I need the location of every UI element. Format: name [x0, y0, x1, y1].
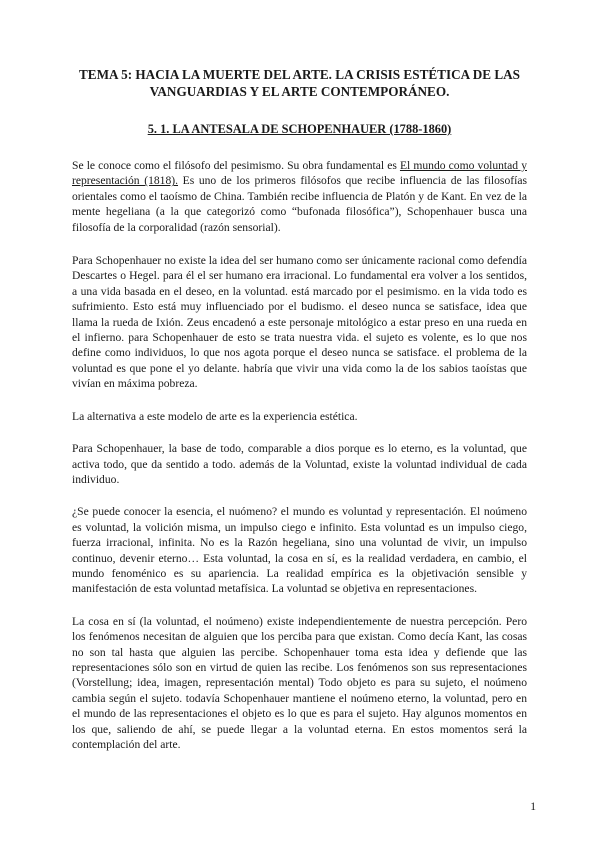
document-title: TEMA 5: HACIA LA MUERTE DEL ARTE. LA CRISIS ESTÉTICA DE LAS VANGUARDIAS Y EL ARTE CONTEMPORÁNEO.	[79, 67, 520, 99]
work-title-underlined: El mundo como voluntad y representación (1818).	[72, 159, 527, 188]
paragraph-will: Para Schopenhauer, la base de todo, comparable a dios porque es lo eterno, es la voluntad, que activa todo, que da sentido a todo. además de la Voluntad, existe la voluntad individual de cada individuo.	[72, 442, 527, 486]
paragraph-intro-text-end: Es uno de los primeros filósofos que recibe influencia de las filosofías orientales como el taoísmo de China. También recibe influencia de Platón y de Kant. En vez de la mente hegeliana (a la que categorizó como “bufonada filosófica”), Schopenhauer busca una filosofía de la corporalidad (razón sensorial).	[72, 174, 527, 234]
paragraph-noumenon: ¿Se puede conocer la esencia, el nuómeno? el mundo es voluntad y representación. El noúmeno es voluntad, la volición misma, un impulso ciego e infinito. Esta voluntad es un impulso ciego, fuerza irracional, infinita. No es la Razón hegeliana, sino una voluntad de vivir, un impulso continuo, devenir eterno… Esta voluntad, la cosa en sí, es la realidad verdadera, en cambio, el mundo fenoménico es su apariencia. La realidad empírica es la objetivación sensible y manifestación de esta voluntad metafísica. La voluntad se objetiva en representaciones.	[72, 505, 527, 596]
paragraph-irrationality: Para Schopenhauer no existe la idea del ser humano como ser únicamente racional como defendía Descartes o Hegel. para él el ser humano era irracional. Lo fundamental era volver a los sentidos, a una vida basada en el deseo, en la voluntad. está marcado por el pesimismo. en la vida todo es sufrimiento. Esto está muy influenciado por el budismo. el deseo nunca se satisface, idea que llama la rueda de Ixión. Zeus encadenó a este personaje mitológico a estar preso en una rueda en el infierno. para Schopenhauer de esto se trata nuestra vida. el sujeto es volente, es lo que nos define como individuos, lo que nos agota porque el deseo nunca se satisface. el problema de la voluntad es que pone el yo delante. habría que vivir una vida como la de los sabios taoístas que vivían en máxima pobreza.	[72, 254, 527, 391]
paragraph-intro	[72, 158, 527, 235]
page-number: 1	[530, 800, 536, 813]
document-page	[72, 66, 527, 752]
section-heading: 5. 1. LA ANTESALA DE SCHOPENHAUER (1788-1860)	[147, 122, 452, 136]
paragraph-intro-text-start: Se le conoce como el filósofo del pesimismo. Su obra fundamental es	[72, 159, 400, 172]
paragraph-representation: La cosa en sí (la voluntad, el noúmeno) existe independientemente de nuestra percepción. Pero los fenómenos necesitan de alguien que los perciba para que existan. Como decía Kant, las cosas no son tal hasta que alguien las percibe. Schopenhauer toma esta idea y defiende que las representaciones sólo son en virtud de quien las recibe. Los fenómenos son sus representaciones (Vorstellung; idea, imagen, representación mental) Todo objeto es para su sujeto, el noúmeno cambia según el sujeto. todavía Schopenhauer mantiene el noúmeno eterno, la voluntad, pero en el mundo de las representaciones el objeto es lo que es para el sujeto. Hay algunos momentos en los que, saliendo de ahí, se puede llegar a la voluntad eterna. En estos momentos será la contemplación del arte.	[72, 614, 527, 751]
paragraph-aesthetic-experience: La alternativa a este modelo de arte es la experiencia estética.	[72, 409, 358, 423]
